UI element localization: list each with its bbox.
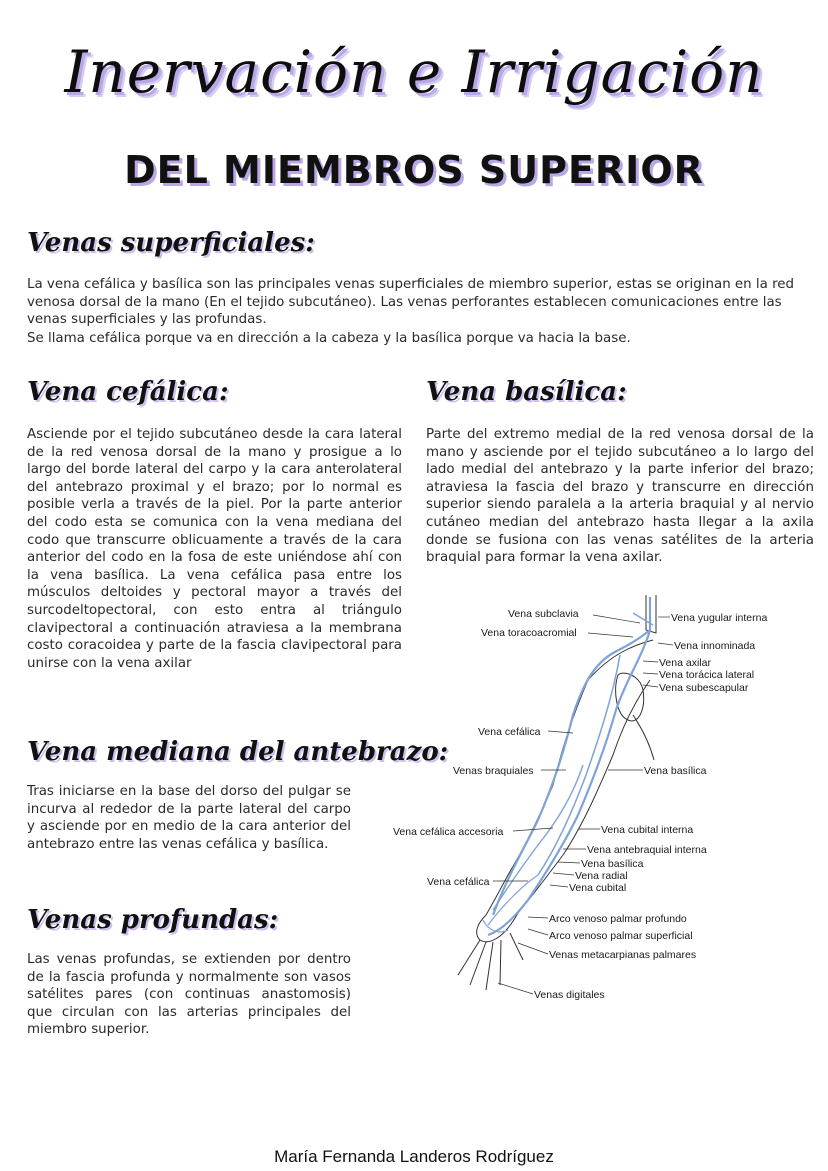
label-arco-palmar-superficial: Arco venoso palmar superficial [549,930,693,942]
label-vena-basilica-antebrazo: Vena basílica [581,858,644,870]
label-vena-toracoacromial: Vena toracoacromial [481,627,577,639]
label-vena-toracica-lateral: Vena torácica lateral [659,669,755,681]
page-subtitle: DEL MIEMBROS SUPERIOR [124,148,704,192]
label-vena-yugular-interna: Vena yugular interna [671,612,768,624]
paragraph-vena-mediana: Tras iniciarse en la base del dorso del pulgar se incurva al rededor de la parte lateral del carpo y asciende por en medio de la cara anterior del antebrazo entre las venas cefálica y basílica. [27,784,351,852]
label-vena-cefalica-brazo: Vena cefálica [478,726,541,738]
paragraph-superficiales-2: Se llama cefálica porque va en dirección a la cabeza y la basílica porque va hacia la base. [27,331,631,346]
arm-veins-diagram [388,585,808,1015]
label-vena-subclavia: Vena subclavia [508,608,579,620]
label-vena-axilar: Vena axilar [659,657,711,669]
label-vena-cefalica-accesoria: Vena cefálica accesoria [393,826,504,838]
label-venas-metacarpianas: Venas metacarpianas palmares [549,949,697,961]
label-arco-palmar-profundo: Arco venoso palmar profundo [549,913,687,925]
label-vena-cefalica-antebrazo: Vena cefálica [427,876,490,888]
label-vena-innominada: Vena innominada [674,640,756,652]
label-venas-digitales: Venas digitales [534,989,605,1001]
label-vena-basilica-brazo: Vena basílica [644,765,707,777]
heading-venas-superficiales: Venas superficiales: [27,228,315,258]
label-vena-antebraquial-interna: Vena antebraquial interna [587,844,707,856]
label-vena-cubital: Vena cubital [569,882,627,894]
heading-vena-mediana: Vena mediana del antebrazo: [27,737,449,767]
heading-venas-profundas: Venas profundas: [27,905,279,935]
heading-vena-basilica: Vena basílica: [426,377,627,407]
paragraph-vena-basilica: Parte del extremo medial de la red venosa dorsal de la mano y asciende por el tejido subcutáneo a lo largo del lado medial del antebrazo y la parte inferior del brazo; atraviesa la fascia del brazo y transcurre en dirección superior siendo paralela a la arteria braquial y al nervio cutáneo median del antebrazo hasta llegar a la axila donde se fusiona con las venas satélites de la arteria braquial para formar la vena axilar. [426,427,814,566]
heading-vena-cefalica: Vena cefálica: [27,377,229,407]
label-vena-subescapular: Vena subescapular [659,682,749,694]
label-venas-braquiales: Venas braquiales [453,765,534,777]
label-vena-radial: Vena radial [575,870,628,882]
page-title: Inervación e Irrigación [64,38,764,106]
paragraph-venas-profundas: Las venas profundas, se extienden por dentro de la fascia profunda y normalmente son vasos satélites pares (con continuas anastomosis) que circulan con las arterias principales del miembro superior. [27,952,351,1038]
paragraph-vena-cefalica: Asciende por el tejido subcutáneo desde la cara lateral de la red venosa dorsal de la mano y prosigue a lo largo del borde lateral del carpo y la cara anterolateral del antebrazo proximal y el brazo; por lo normal es posible verla a través de la piel. Por la parte anterior del codo esta se comunica con la vena mediana del codo que transcurre oblicuamente a través de la cara anterior del codo en la fosa de este uniéndose ahí con la vena basílica. La vena cefálica pasa entre los músculos deltoides y pectoral mayor a través del surcodeltopectoral, con esto entra al triángulo clavipectoral a continuación atraviesa a la membrana costo coracoidea y parte de la fascia clavipectoral para unirse con la vena axilar [27,427,402,671]
paragraph-superficiales-1: La vena cefálica y basílica son las principales venas superficiales de miembro superior, estas se originan en la red venosa dorsal de la mano (En el tejido subcutáneo). Las venas perforantes establecen comunicaciones entre las venas superficiales y las profundas. [27,277,795,328]
author-footer: María Fernanda Landeros Rodríguez [274,1147,554,1166]
label-vena-cubital-interna: Vena cubital interna [601,824,694,836]
